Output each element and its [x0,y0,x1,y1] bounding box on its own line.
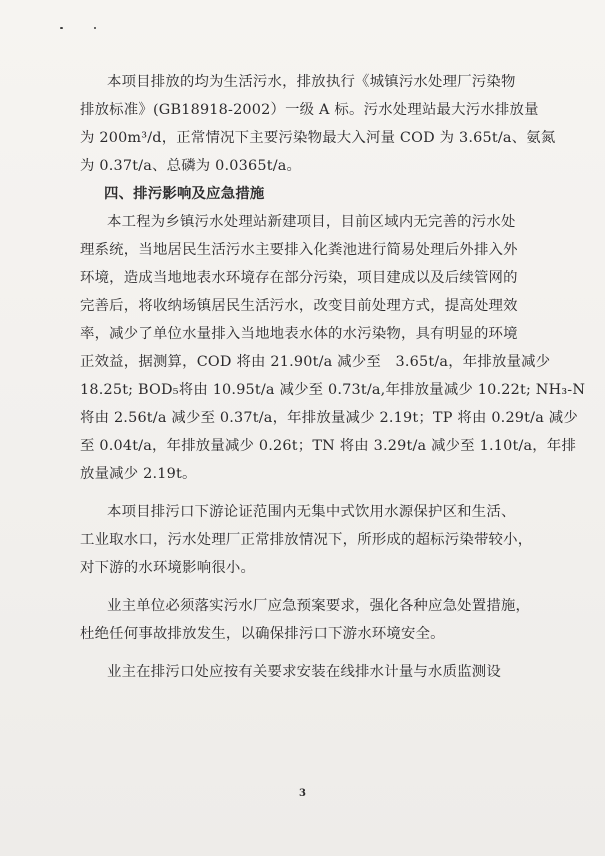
paragraph-line: 本工程为乡镇污水处理站新建项目，目前区域内无完善的污水处 [107,214,516,230]
paragraph-line: 为 200m³/d，正常情况下主要污染物最大入河量 COD 为 3.65t/a、氨氮 [80,130,556,146]
paragraph-line: 放量减少 2.19t。 [80,466,197,482]
scan-speck [94,27,96,29]
paragraph-line: 工业取水口，污水处理厂正常排放情况下，所形成的超标污染带较小， [80,532,533,548]
paragraph-line: 杜绝任何事故排放发生，以确保排污口下游水环境安全。 [80,626,445,642]
paragraph-line: 对下游的水环境影响很小。 [80,560,256,576]
paragraph-line: 理系统，当地居民生活污水主要排入化粪池进行简易处理后外排入外 [80,242,518,258]
page-number: 3 [299,788,306,799]
paragraph-line: 率，减少了单位水量排入当地地表水体的水污染物，具有明显的环境 [80,326,518,342]
paragraph-line: 为 0.37t/a、总磷为 0.0365t/a。 [80,158,302,174]
paragraph-line: 业主单位必须落实污水厂应急预案要求，强化各种应急处置措施， [107,598,531,614]
paragraph-line: 将由 2.56t/a 减少至 0.37t/a，年排放量减少 2.19t；TP 将由 0.29t/a 减少 [80,410,578,426]
paragraph-line: 完善后，将收纳场镇居民生活污水，改变目前处理方式，提高处理效 [80,298,518,314]
paragraph-line: 正效益，据测算，COD 将由 21.90t/a 减少至 3.65t/a，年排放量减少 [80,354,551,370]
paragraph-line: 本项目排污口下游论证范围内无集中式饮用水源保护区和生活、 [107,504,516,520]
paragraph-line: 至 0.04t/a，年排放量减少 0.26t；TN 将由 3.29t/a 减少至 1.10t/a，年排 [80,438,577,454]
paragraph-line: 环境，造成当地地表水环境存在部分污染，项目建成以及后续管网的 [80,270,518,286]
paragraph-line: 排放标准》(GB18918-2002）一级 A 标。污水处理站最大污水排放量 [80,102,539,118]
body-text [80,68,586,686]
section-heading: 四、排污影响及应急措施 [104,185,265,202]
scan-speck [60,27,63,29]
paragraph-line: 本项目排放的均为生活污水，排放执行《城镇污水处理厂污染物 [107,74,516,90]
paragraph-line: 18.25t; BOD₅将由 10.95t/a 减少至 0.73t/a,年排放量减少 10.22t; NH₃-N [80,382,586,398]
paragraph-line: 业主在排污口处应按有关要求安装在线排水计量与水质监测设 [107,664,501,680]
